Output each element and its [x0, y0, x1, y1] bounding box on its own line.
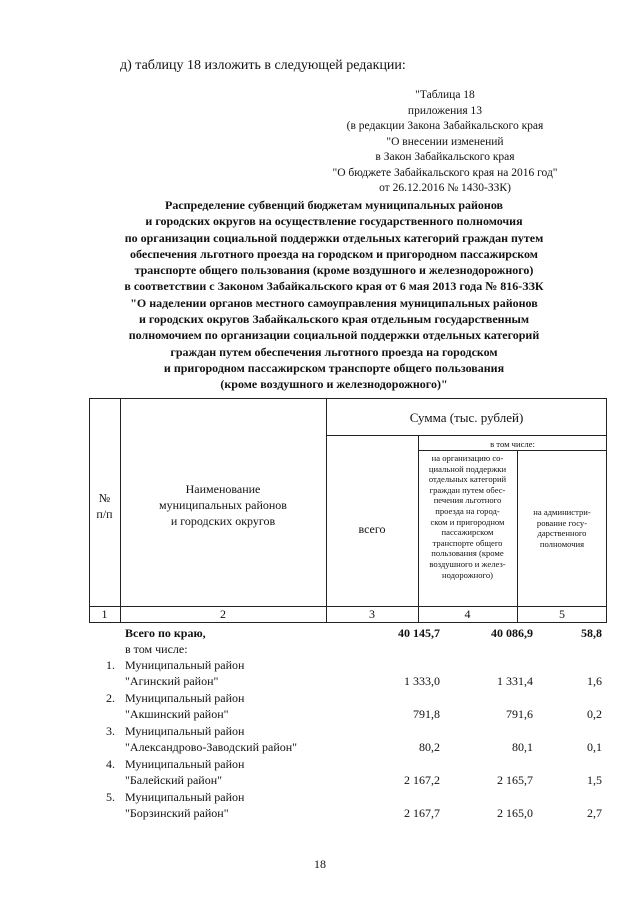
table-total-row: [95, 626, 605, 641]
including-label: в том числе:: [125, 642, 188, 656]
table-reference-line: (в редакции Закона Забайкальского края: [346, 120, 544, 132]
title-line: "О наделении органов местного самоуправления муниципальных районов: [130, 295, 538, 310]
subheader-divider: [418, 450, 607, 451]
table-row: [95, 806, 605, 821]
table-reference-line: от 26.12.2016 № 1430-ЗЗК): [379, 182, 511, 194]
row-name: "Балейский район": [125, 773, 223, 787]
title-line: полномочием по организации социальной поддержки отдельных категорий: [128, 328, 540, 343]
title-line: по организации социальной поддержки отдельных категорий граждан путем: [124, 230, 544, 245]
table-row: [95, 757, 605, 772]
total-admin-value: 58,8: [581, 626, 602, 640]
header-total: всего: [358, 522, 386, 536]
total-transport-value: 40 086,9: [491, 626, 533, 640]
row-total: 2 167,2: [404, 773, 440, 787]
page-number: 18: [314, 857, 326, 871]
header-sum: Сумма (тыс. рублей): [409, 410, 524, 425]
row-total: 1 333,0: [404, 674, 440, 688]
header-number: № п/п: [96, 491, 113, 521]
table-reference-line: в Закон Забайкальского края: [375, 151, 515, 163]
including-row: [95, 642, 605, 657]
total-value: 40 145,7: [398, 626, 440, 640]
table-row: [95, 691, 605, 706]
row-total: 791,8: [413, 707, 440, 721]
row-number: 2.: [106, 691, 115, 705]
row-name: Муниципальный район: [125, 757, 245, 771]
table-row: [95, 740, 605, 755]
title-line: и пригородном пассажирском транспорте общего пользования: [163, 360, 505, 375]
row-transport: 791,6: [506, 707, 533, 721]
table-reference-line: приложения 13: [407, 104, 483, 117]
column-number: 4: [464, 607, 471, 621]
intro-text: д) таблицу 18 изложить в следующей редакции:: [120, 58, 406, 73]
row-name: "Борзинский район": [125, 806, 229, 820]
row-number: 3.: [106, 724, 115, 738]
column-number: 2: [220, 607, 226, 621]
row-transport: 1 331,4: [497, 674, 533, 688]
table-title: [64, 197, 604, 393]
header-divider: [326, 435, 607, 436]
table-reference-line: "О внесении изменений: [386, 135, 504, 148]
table-row: [95, 773, 605, 788]
row-admin: 2,7: [587, 806, 602, 820]
column-divider: [326, 398, 327, 623]
table-row: [95, 790, 605, 805]
table-row: [95, 707, 605, 722]
row-name: "Акшинский район": [125, 707, 229, 721]
row-name: Муниципальный район: [125, 691, 245, 705]
numbers-row-bottom-line: [89, 622, 607, 623]
row-number: 4.: [106, 757, 115, 771]
title-line: граждан путем обеспечения льготного проезда на городском: [170, 344, 498, 359]
row-total: 2 167,7: [404, 806, 440, 820]
row-admin: 1,5: [587, 773, 602, 787]
title-line: обеспечения льготного проезда на городском и пригородном пассажирском: [130, 246, 538, 261]
header-transport-support: на организацию со- циальной поддержки отдельных категорий граждан путем обес- печения льготного проезда на город- ском и пригородном пассажирском транспорте общего пользования (кроме воздушного и желез- нодорожного): [428, 453, 507, 580]
row-transport: 80,1: [512, 740, 533, 754]
row-name: "Александрово-Заводский район": [125, 740, 298, 754]
table-row: [95, 674, 605, 689]
row-transport: 2 165,0: [497, 806, 533, 820]
row-admin: 1,6: [587, 674, 602, 688]
column-number: 5: [559, 607, 565, 621]
total-label: Всего по краю,: [125, 626, 206, 640]
table-border-top: [89, 398, 607, 399]
column-number: 3: [369, 607, 375, 621]
title-line: (кроме воздушного и железнодорожного)": [220, 377, 448, 392]
table-row: [95, 658, 605, 673]
title-line: в соответствии с Законом Забайкальского края от 6 мая 2013 года № 816-ЗЗК: [124, 279, 544, 294]
title-line: Распределение субвенций бюджетам муниципальных районов: [164, 198, 504, 212]
table-reference-line: "Таблица 18: [415, 89, 475, 101]
title-line: транспорте общего пользования (кроме воздушного и железнодорожного): [134, 263, 534, 278]
title-line: и городских округов на осуществление государственного полномочия: [145, 214, 523, 229]
table-reference: [300, 88, 590, 197]
header-administration: на администри- рование госу- дарственного полномочия: [533, 507, 591, 549]
row-name: Муниципальный район: [125, 658, 245, 672]
title-line: и городских округов Забайкальского края отдельным государственным: [138, 312, 530, 327]
row-name: Муниципальный район: [125, 724, 245, 738]
header-name: Наименование муниципальных районов и городских округов: [159, 482, 287, 528]
row-admin: 0,1: [587, 740, 602, 754]
header-including: в том числе:: [490, 439, 535, 449]
row-number: 5.: [106, 790, 115, 804]
row-transport: 2 165,7: [497, 773, 533, 787]
row-number: 1.: [106, 658, 115, 672]
row-total: 80,2: [419, 740, 440, 754]
column-number: 1: [101, 607, 108, 621]
table-reference-line: "О бюджете Забайкальского края на 2016 год": [332, 166, 558, 179]
row-name: Муниципальный район: [125, 790, 245, 804]
row-name: "Агинский район": [125, 674, 219, 688]
row-admin: 0,2: [587, 707, 602, 721]
table-row: [95, 724, 605, 739]
